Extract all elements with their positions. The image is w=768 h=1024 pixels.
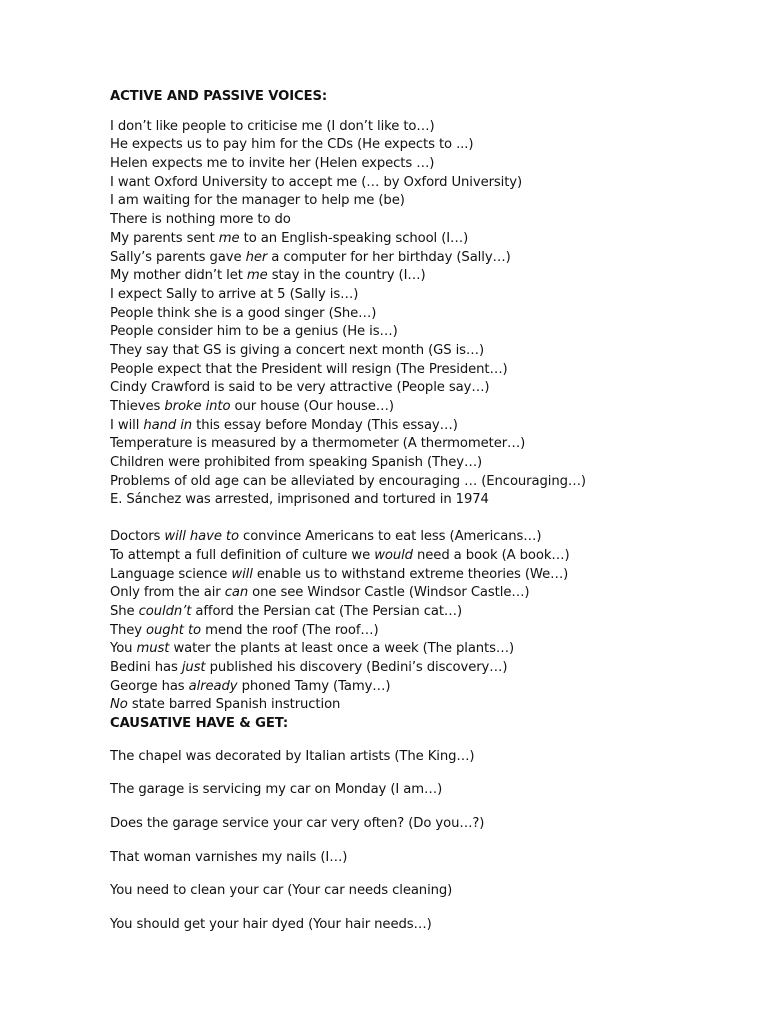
exercise-list-causative — [110, 748, 750, 935]
sentence-text: People think she is a good singer (She…) — [110, 305, 377, 321]
exercise-sentence — [110, 286, 750, 305]
sentence-text: They — [110, 622, 147, 638]
sentence-text: The chapel was decorated by Italian artists (The King…) — [110, 748, 475, 764]
emphasized-word: must — [136, 641, 170, 657]
sentence-text: Does the garage service your car very often? (Do you…?) — [110, 816, 485, 832]
sentence-text: need a book (A book…) — [412, 547, 570, 563]
sentence-text: People expect that the President will resign (The President…) — [110, 361, 508, 377]
exercise-sentence — [110, 118, 750, 137]
spacer — [110, 510, 750, 528]
sentence-text: There is nothing more to do — [110, 212, 291, 228]
exercise-sentence — [110, 622, 750, 641]
sentence-text: You need to clean your car (Your car needs cleaning) — [110, 883, 453, 899]
sentence-text: He expects us to pay him for the CDs (He expects to ...) — [110, 137, 474, 153]
exercise-sentence — [110, 491, 750, 510]
exercise-sentence — [110, 882, 750, 901]
exercise-sentence — [110, 659, 750, 678]
exercise-sentence — [110, 323, 750, 342]
sentence-text: She — [110, 603, 139, 619]
sentence-text: this essay before Monday (This essay…) — [192, 417, 458, 433]
section-heading-active-passive: ACTIVE AND PASSIVE VOICES: — [110, 89, 328, 104]
sentence-text: I don’t like people to criticise me (I don’t like to…) — [110, 118, 435, 134]
exercise-sentence — [110, 230, 750, 249]
exercise-sentence — [110, 916, 750, 935]
sentence-text: E. Sánchez was arrested, imprisoned and tortured in 1974 — [110, 492, 489, 508]
exercise-sentence — [110, 678, 750, 697]
emphasized-word: will have to — [164, 529, 239, 545]
exercise-sentence — [110, 454, 750, 473]
exercise-sentence — [110, 342, 750, 361]
exercise-sentence — [110, 603, 750, 622]
exercise-sentence — [110, 305, 750, 324]
sentence-text: They say that GS is giving a concert next month (GS is…) — [110, 342, 485, 358]
sentence-text: Language science — [110, 566, 232, 582]
exercise-sentence — [110, 696, 750, 715]
emphasized-word: ought to — [146, 622, 201, 638]
sentence-text: one see Windsor Castle (Windsor Castle…) — [248, 585, 530, 601]
exercise-sentence — [110, 267, 750, 286]
sentence-text: Helen expects me to invite her (Helen expects …) — [110, 156, 435, 172]
emphasized-word: would — [374, 547, 413, 563]
sentence-text: mend the roof (The roof…) — [201, 622, 379, 638]
sentence-text: People consider him to be a genius (He is…) — [110, 324, 398, 340]
emphasized-word: her — [245, 249, 268, 265]
sentence-text: George has — [110, 678, 189, 694]
emphasized-word: me — [246, 268, 268, 284]
sentence-text: phoned Tamy (Tamy…) — [237, 678, 391, 694]
emphasized-word: will — [231, 566, 253, 582]
sentence-text: My parents sent — [110, 230, 219, 246]
exercise-sentence — [110, 361, 750, 380]
sentence-text: enable us to withstand extreme theories (We…) — [252, 566, 569, 582]
sentence-text: water the plants at least once a week (The plants…) — [169, 641, 515, 657]
exercise-sentence — [110, 473, 750, 492]
emphasized-word: already — [188, 678, 238, 694]
sentence-text: I will — [110, 417, 144, 433]
emphasized-word: just — [181, 659, 206, 675]
exercise-sentence — [110, 379, 750, 398]
sentence-text: The garage is servicing my car on Monday (I am…) — [110, 782, 443, 798]
sentence-text: You — [110, 641, 137, 657]
sentence-text: Thieves — [110, 399, 165, 414]
emphasized-word: hand in — [143, 417, 193, 433]
document-page — [110, 88, 750, 950]
sentence-text: I want Oxford University to accept me (… by Oxford University) — [110, 174, 523, 190]
exercise-sentence — [110, 547, 750, 566]
exercise-sentence — [110, 528, 750, 547]
emphasized-word: couldn’t — [138, 603, 192, 619]
spacer — [110, 107, 750, 118]
sentence-text: our house (Our house…) — [230, 399, 394, 414]
sentence-text: Sally’s parents gave — [110, 249, 246, 265]
sentence-text: state barred Spanish instruction — [127, 697, 341, 713]
emphasized-word: can — [224, 585, 249, 601]
exercise-list-modals — [110, 528, 750, 715]
sentence-text: to an English-speaking school (I…) — [239, 230, 469, 246]
sentence-text: stay in the country (I…) — [267, 268, 426, 284]
exercise-sentence — [110, 435, 750, 454]
exercise-sentence — [110, 155, 750, 174]
sentence-text: That woman varnishes my nails (I…) — [110, 849, 348, 865]
sentence-text: You should get your hair dyed (Your hair needs…) — [110, 917, 432, 933]
emphasized-word: broke into — [164, 399, 231, 414]
exercise-sentence — [110, 584, 750, 603]
sentence-text: Only from the air — [110, 585, 225, 601]
exercise-sentence — [110, 566, 750, 585]
exercise-sentence — [110, 398, 750, 417]
section-heading-causative: CAUSATIVE HAVE & GET: — [110, 716, 289, 731]
exercise-sentence — [110, 815, 750, 834]
exercise-sentence — [110, 640, 750, 659]
sentence-text: a computer for her birthday (Sally…) — [267, 249, 511, 265]
emphasized-word: me — [218, 230, 240, 246]
exercise-sentence — [110, 192, 750, 211]
exercise-sentence — [110, 211, 750, 230]
exercise-sentence — [110, 748, 750, 767]
sentence-text: Bedini has — [110, 659, 182, 675]
sentence-text: Problems of old age can be alleviated by encouraging … (Encouraging…) — [110, 473, 586, 489]
sentence-text: I expect Sally to arrive at 5 (Sally is…) — [110, 286, 359, 302]
sentence-text: To attempt a full definition of culture we — [110, 547, 375, 563]
exercise-sentence — [110, 781, 750, 800]
exercise-sentence — [110, 849, 750, 868]
exercise-sentence — [110, 136, 750, 155]
sentence-text: Temperature is measured by a thermometer (A thermometer…) — [110, 436, 526, 452]
exercise-sentence — [110, 417, 750, 436]
sentence-text: I am waiting for the manager to help me (be) — [110, 193, 405, 209]
sentence-text: convince Americans to eat less (Americans…) — [238, 529, 542, 545]
sentence-text: Children were prohibited from speaking Spanish (They…) — [110, 455, 483, 471]
sentence-text: published his discovery (Bedini’s discovery…) — [205, 659, 508, 675]
sentence-text: Doctors — [110, 529, 165, 545]
sentence-text: afford the Persian cat (The Persian cat…) — [191, 603, 463, 619]
emphasized-word: No — [110, 697, 128, 713]
sentence-text: My mother didn’t let — [110, 268, 247, 284]
exercise-list-active-passive — [110, 118, 750, 510]
sentence-text: Cindy Crawford is said to be very attractive (People say…) — [110, 380, 490, 396]
exercise-sentence — [110, 174, 750, 193]
exercise-sentence — [110, 249, 750, 268]
